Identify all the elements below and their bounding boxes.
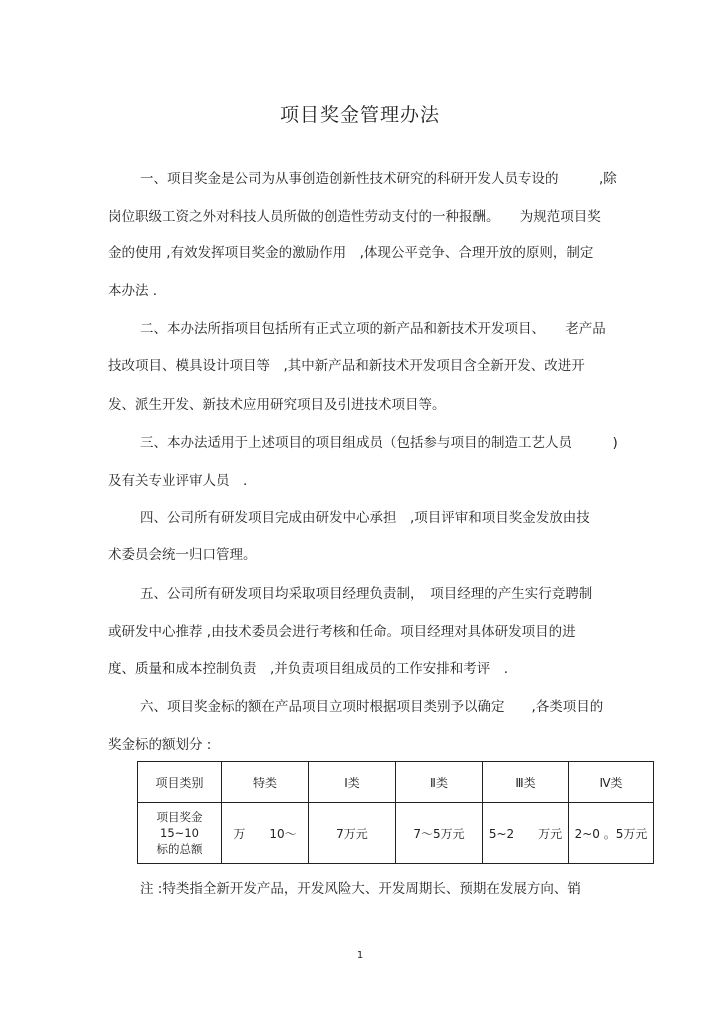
table-header-cell: Ⅳ类: [569, 762, 654, 803]
paragraph-line: 岗位职级工资之外对科技人员所做的创造性劳动支付的一种报酬。 为规范项目奖: [108, 209, 601, 225]
table-header-cell: Ⅱ类: [396, 762, 483, 803]
paragraph-line: 技改项目、模具设计项目等 ,其中新产品和新技术开发项目含全新开发、改进开: [108, 358, 585, 374]
row-label-line: 标的总额: [156, 842, 203, 856]
paragraph-line: 五、公司所有研发项目均采取项目经理负责制， 项目经理的产生实行竞聘制: [140, 586, 593, 602]
paragraph-line: 六、项目奖金标的额在产品项目立项时根据项目类别予以确定 ,各类项目的: [140, 699, 604, 715]
table-cell: 7万元: [309, 803, 396, 864]
table-cell: 7～5万元: [396, 803, 483, 864]
paragraph-line: 一、项目奖金是公司为从事创造创新性技术研究的科研开发人员专设的 ,除: [140, 171, 617, 187]
table-row-label: [138, 803, 222, 864]
table-header-cell: Ⅰ类: [309, 762, 396, 803]
table-header-cell: 特类: [222, 762, 309, 803]
table-cell: 万 10～: [222, 803, 309, 864]
row-label-line: 15~10: [160, 826, 199, 840]
paragraph-line: 及有关专业评审人员 .: [108, 473, 248, 489]
table-header-cell: 项目类别: [138, 762, 222, 803]
paragraph-line: 四、公司所有研发项目完成由研发中心承担 ,项目评审和项目奖金发放由技: [140, 510, 590, 526]
paragraph-line: 或研发中心推荐 ,由技术委员会进行考核和任命。项目经理对具体研发项目的进: [108, 624, 576, 640]
paragraph-line: 金的使用 ,有效发挥项目奖金的激励作用 ,体现公平竞争、合理开放的原则，制定: [108, 245, 594, 261]
page-number: 1: [356, 950, 364, 961]
paragraph-line: 本办法 .: [108, 283, 158, 299]
paragraph-line: 术委员会统一归口管理。: [108, 547, 257, 563]
paragraph-line: 度、质量和成本控制负责 ,并负责项目组成员的工作安排和考评 .: [108, 661, 509, 677]
paragraph-line: 二、本办法所指项目包括所有正式立项的新产品和新技术开发项目、 老产品: [140, 321, 606, 337]
bonus-table: [137, 761, 654, 864]
paragraph-line: 发、派生开发、新技术应用研究项目及引进技术项目等。: [108, 397, 446, 413]
table-header-cell: Ⅲ类: [483, 762, 569, 803]
table-cell: 2~0 。5万元: [569, 803, 654, 864]
paragraph-line: 奖金标的额划分 :: [108, 737, 212, 753]
table-header-row: [138, 762, 654, 803]
paragraph-line: 三、本办法适用于上述项目的项目组成员（包括参与项目的制造工艺人员 ): [140, 435, 618, 451]
note-line: 注 :特类指全新开发产品，开发风险大、开发周期长、预期在发展方向、销: [140, 881, 581, 897]
table-row: [138, 803, 654, 864]
document-title: 项目奖金管理办法: [279, 104, 440, 126]
table-cell: 5~2 万元: [483, 803, 569, 864]
row-label-line: 项目奖金: [156, 810, 203, 824]
